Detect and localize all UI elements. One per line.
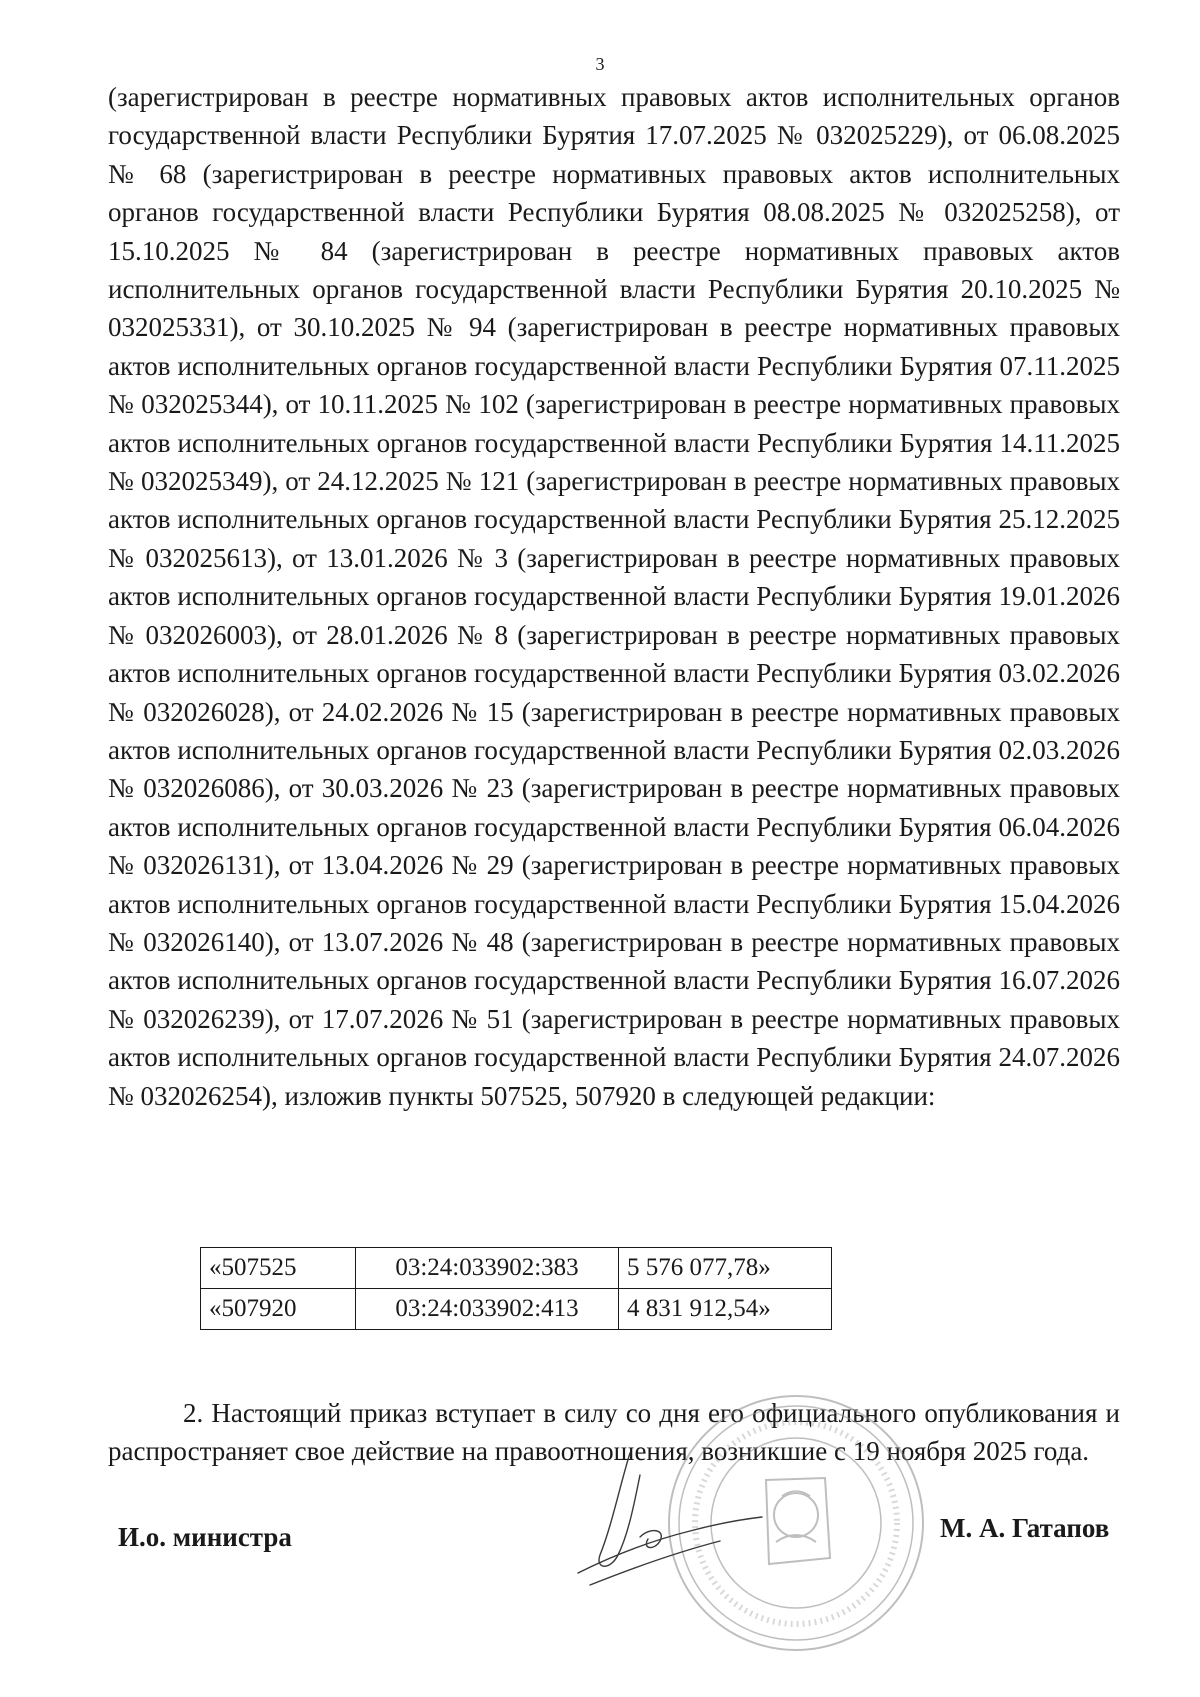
amendment-paragraph: (зарегистрирован в реестре нормативных правовых актов исполнительных органов государственной власти Республики Бурятия 17.07.2025 № 032025229), от 06.08.2025 № 68 (зарегистрирован в реестре нормативных правовых актов исполнительных органов государственной власти Республики Бурятия 08.08.2025 № 032025258), от 15.10.2025 № 84 (зарегистрирован в реестре нормативных правовых актов исполнительных органов государственной власти Республики Бурятия 20.10.2025 № 032025331), от 30.10.2025 № 94 (зарегистрирован в реестре нормативных правовых актов исполнительных органов государственной власти Республики Бурятия 07.11.2025 № 032025344), от 10.11.2025 № 102 (зарегистрирован в реестре нормативных правовых актов исполнительных органов государственной власти Республики Бурятия 14.11.2025 № 032025349), от 24.12.2025 № 121 (зарегистрирован в реестре нормативных правовых актов исполнительных органов государственной власти Республики Бурятия 25.12.2025 № 032025613), от 13.01.2026 № 3 (зарегистрирован в реестре нормативных правовых актов исполнительных органов государственной власти Республики Бурятия 19.01.2026 № 032026003), от 28.01.2026 № 8 (зарегистрирован в реестре нормативных правовых актов исполнительных органов государственной власти Республики Бурятия 03.02.2026 № 032026028), от 24.02.2026 № 15 (зарегистрирован в реестре нормативных правовых актов исполнительных органов государственной власти Республики Бурятия 02.03.2026 № 032026086), от 30.03.2026 № 23 (зарегистрирован в реестре нормативных правовых актов исполнительных органов государственной власти Республики Бурятия 06.04.2026 № 032026131), от 13.04.2026 № 29 (зарегистрирован в реестре нормативных правовых актов исполнительных органов государственной власти Республики Бурятия 15.04.2026 № 032026140), от 13.07.2026 № 48 (зарегистрирован в реестре нормативных правовых актов исполнительных органов государственной власти Республики Бурятия 16.07.2026 № 032026239), от 17.07.2026 № 51 (зарегистрирован в реестре нормативных правовых актов исполнительных органов государственной власти Республики Бурятия 24.07.2026 № 032026254), изложив пункты 507525, 507920 в следующей редакции: — [108, 82, 1120, 1111]
clause-2-paragraph: 2. Настоящий приказ вступает в силу со дня его официального опубликования и распространяет свое действие на правоотношения, возникшие с 19 ноября 2025 года. — [108, 1398, 1120, 1467]
table-cell-cadastral-number: 03:24:033902:383 — [356, 1248, 619, 1289]
page-number: 3 — [595, 54, 605, 74]
table-cell-item-number: «507525 — [201, 1248, 356, 1289]
table-cell-value: 5 576 077,78» — [619, 1248, 832, 1289]
table-row — [201, 1289, 832, 1330]
handwritten-signature-icon — [570, 1445, 770, 1595]
table-cell-cadastral-number: 03:24:033902:413 — [356, 1289, 619, 1330]
amendment-table — [200, 1247, 832, 1330]
table-cell-value: 4 831 912,54» — [619, 1289, 832, 1330]
table-cell-item-number: «507920 — [201, 1289, 356, 1330]
document-body — [108, 78, 1120, 1115]
signatory-position: И.о. министра — [118, 1522, 292, 1552]
table-row — [201, 1248, 832, 1289]
signatory-name: М. А. Гатапов — [940, 1513, 1110, 1543]
